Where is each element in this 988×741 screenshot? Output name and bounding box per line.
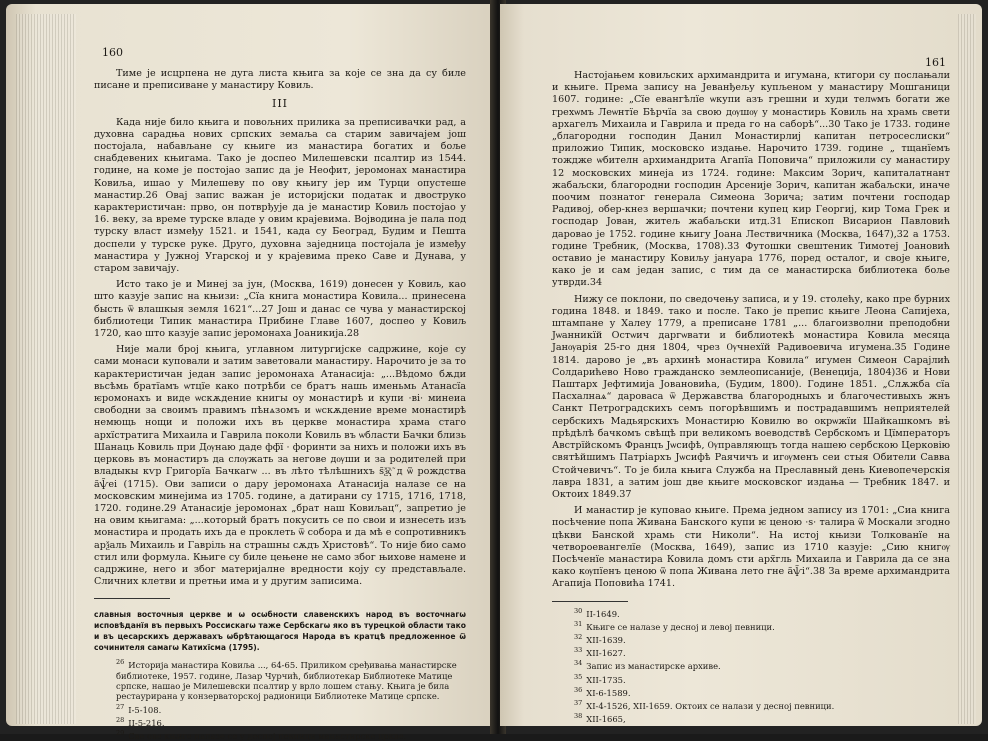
footnote: $^{29}$ Све ове књиге налазе се у десној певници манастирске цркве.: [116, 729, 407, 741]
page-number: 161: [925, 56, 946, 69]
footnote: $^{26}$ Историја манастира Ковиља ..., 64-65. Приликом сређивања манастирске библиотеке, 1957. године, Лазар Чурчић, библиотекар Библиотеке Матице српске, нашао је Милешевски псалтир у врло лошем стању. Књига је била рестаурирана у конзерваторској радионици Библиотеке Матице српске.: [116, 658, 457, 702]
right-body: [552, 70, 950, 591]
footnote: $^{34}$ Запис из манастирске архиве.: [574, 659, 721, 672]
page-edges: [958, 14, 976, 724]
footnote: $^{37}$ XI-4-1526, XII-1659. Октоих се налази у десној певници.: [574, 698, 835, 711]
page-number: 160: [102, 46, 123, 59]
paragraph: Нижу се поклони, по сведочењу записа, и у 19. столећу, како пре бурних година 1848. и 1849. тако и после. Тако је препис књиге Леона Сапијеха, штампане у Халеу 1779, а преписане 1781 „... благоизволни преподобни Јѡанникїй Остѡич даргѡвати и библиотекѣ монастира Ковила месяца Јанѹарія 25-го дня 1804, чрез Ѹчнехїй Радивоевича игумена.35 Године 1814. дарово је „въ архинѣ монастира Ковила“ игумен Симеон Сарајлић Солдарићево Ново гражданско землеописаније, (Венеција, 1804)36 и Нови Паштарх Јефтимија Јовановића, (Будим, 1800). Године 1851. „Слѫжба сїа Пасхалнаѧ“ дароваса ѿ Державства благородныхъ и благочестивыхъ жнъ Санкт Петроградскихъ семъ погорѣвшимъ и пострадавшимъ неприятелей сербскихъ Мадьярскихъ Монастирю Ковилю во окрѡжїи Шайкашкомъ въ̓ прѣдѣлѣ бачкомъ свѣщѣ при великомъ воеводствѣ Сербскомъ и Цїмператоръ Австрїйскомъ Францъ Јѡсифѣ, Ѹправляющъ тогда нашею сербскою Церковію святѣйшимъ Патріархъ Јѡсифѣ Раячичъ и игѹменъ сеи стыя Обители Савва Стойчевичъ“. То је била књига Служба на Преславный день Киевопечерскія лавра 1831, а затим још две књиге московског издања — Требник 1847. и Октоих 1849.37: [552, 293, 950, 500]
left-body: [94, 68, 466, 588]
footnote-rule: [552, 601, 628, 602]
paragraph: Исто тако је и Минеј за јун, (Москва, 1619) донесен у Ковиљ, као што казује запис на књизи: „Сїа книга монастира Ковила... принесена бысть ѿ влашкыя земля 1621“...27 Још и данас се чува у манастирској библиотеци Типик манастира Прибине Главе 1607, доспео у Ковиљ 1720, као што казује запис јеромонаха Јоаникија.28: [94, 279, 466, 340]
page-edges: [16, 14, 76, 724]
footnotes: [94, 657, 466, 741]
footnote: $^{35}$ XII-1735.: [574, 672, 626, 685]
footnote: $^{36}$ XI-6-1589.: [574, 685, 631, 698]
footnote: $^{30}$ II-1649.: [574, 606, 620, 619]
footnote: $^{38}$ XII-1665,: [574, 712, 626, 724]
paragraph: Настојањем ковиљских архимандрита и игумана, ктигори су послањали и књиге. Према запису на Јеванђељу купљеном у манастиру Мошганици 1607. године: „Сїе евангѣлїе ѡкупи азъ грешни и худи телѡмъ богати же грехѡмъ Леѡнтїе Бѣрчїа за свою дѹшѹ у монастирь Ковиль на храмь свети архагелъ Михаила и Гаврила и преда го на саборѣ“...30 Тако је 1733. године „благородни господин Данил Монастирлиј капитан петросеслиски“ приложио Типик, московско издање. Нарочито 1739. године „ тщанїемъ тождже ѡбителн архимандрита Агапїа Поповича“ приложили су манастиру 12 московских минеја из 1724. године: Максим Зорич, капиталатнант жабаљски, благородни господин Арсеније Зорич, капитан жабаљски, иначе поочим познатог генерала Симеона Зорича; затим почтени господар Радивој, обер-кнез вершачки; почтени купец кир Георгиј, кир Тома Грек и господар Јован, житељ жабаљски итд.31 Епископ Висарион Павловић даровао је 1752. године књигу Јоана Лествичника (Москва, 1647),32 а 1753. године Требник, (Москва, 1708).33 Футошки свештеник Тимотеј Јоановић оставио је манастиру Ковиљу јануара 1776, поред осталог, и своје књиге, како је и сам један запис, с тим да се манастирска библиотека боље утврди.34: [552, 70, 950, 289]
paragraph: Није мали број књига, углавном литургијске садржине, које су сами монаси куповали и затим заветовали манастиру. Нарочито је за то карактеристичан један запис јеромонаха Атанасија: „...Вѣдомо бѫди вьсѣмь братїамъ ѡтцїе како потрѣби се братъ нашь именьмь Атанасїа ѥромонахъ и виде ѡскѫдение книгы оу монастирѣ и купи ·ві· минеиа свободни за своимъ правимъ пѣнѧзомъ и ѡскѫдение време монастирѣ немющь нощи и положи ихъ въ церкве монастира храма стаго архїстратига Михаила и Гаврила поколи Ковиль въ ѡбласти Бачки близь Шанаць Ковиль при Дѹнаю даде фф̃ї · форинти за нихъ и положи ихъ въ церковь въ монастиръ да слѹжать за негове дѹши и за родителей при владыкы кѵр Григорїа Бачкагѡ ... въ лѣто тѣлѣшнихъ ѕ̃ѯ̃ҁ̃ д ѿ рождства а̃ѱ̃еі (1715). Ови записи о дару јеромонаха Атанасија налазе се на московским минејима из 1705. године, а датирани су 1715, 1716, 1718, 1720. године.29 Атанасије јеромонах „брат наш Ковиљац“, запретио је на овим књигама: „...который братъ покусить се по свои и изнесеть изъ монастира и продать ихъ да е проклеть ѿ собора и да мѣ е сопротивникъ арѯаль Михаиль и Гавріль на страшны сѫдъ Христовѣ“. То није био само стил или формула. Књиге су биле цењене не само због њихове намене и садржине, него и због материјалне вредности коју су представљале. Сличних клетви и претњи има и у другим записима.: [94, 344, 466, 588]
footnote: $^{27}$ I-5-108.: [116, 702, 162, 715]
footnote-rule: [94, 598, 170, 599]
paragraph: И манастир је куповао књиге. Према једном запису из 1701: „Сиа книга посѣчение попа Живана Банского купи ѥ ценою ·ѕ· талира ѿ Москали згодно цѣкви Банской храмь сти Николи“. На истој књизи Толкованїе на четвороевангелїе (Москва, 1649), запис из 1710 казује: „Сию книгѹ Посѣченїе манастира Ковила домъ сти арх̃гль Михаила и Гаврила да се зна како кѹпїенъ ценою ѿ попа Живана лето гне а̃ѱ̃і“.38 За време архимандрита Агапија Поповића 1741.: [552, 505, 950, 590]
section-heading: III: [271, 97, 289, 111]
left-page: [6, 4, 494, 741]
footnotes: [552, 606, 950, 725]
slavonic-quote: славныя восточныя церкве и ѡ осѡбности славенскихъ народ въ восточнагѡ исповѣданїя въ первыхъ Россискагѡ таже Сербскагѡ яко въ турецкой области тако и въ цесарскихъ державахъ ѡбрѣтающагося Народа въ кратцѣ предложенное ѿ сочинителя самагѡ Катихїсма (1795).: [94, 610, 466, 653]
right-page: [500, 4, 982, 726]
paragraph: Тиме је исцрпена не дуга листа књига за које се зна да су биле писане и преписиване у манастиру Ковиљ.: [94, 68, 466, 92]
footnote: $^{28}$ II-5-216.: [116, 715, 165, 728]
footnote: $^{31}$ Књиге се налазе у десној и левој певници.: [574, 619, 775, 632]
footnote: $^{32}$ XII-1639.: [574, 632, 626, 645]
paragraph: Када није било књига и повољних прилика за преписивачки рад, а духовна сарадња нових српских земаља са старим завичајем још постојала, набављане су књиге из манастира богатих и боље снабдевених књигама. Тако је доспео Милешевски псалтир из 1544. године, на коме је постојао запис да је Неофит, јеромонах манастира Ковиља, ишао у Милешеву по ову књигу јер им Турци опустеше манастир.26 Овај запис важан је историјски податак и двоструко карактеристичан: прво, он потврђује да је манастир Ковиљ постојао у 16. веку, за време турске владе у овим крајевима. Војводина је пала под турску власт између 1521. и 1541, када су Београд, Будим и Пешта доспели у турске руке. Друго, духовна заједница постојала је између манастира у Јужној Угарској и у крајевима преко Саве и Дунава, у старом завичају.: [94, 116, 466, 275]
footnote: $^{33}$ XII-1627.: [574, 646, 626, 658]
